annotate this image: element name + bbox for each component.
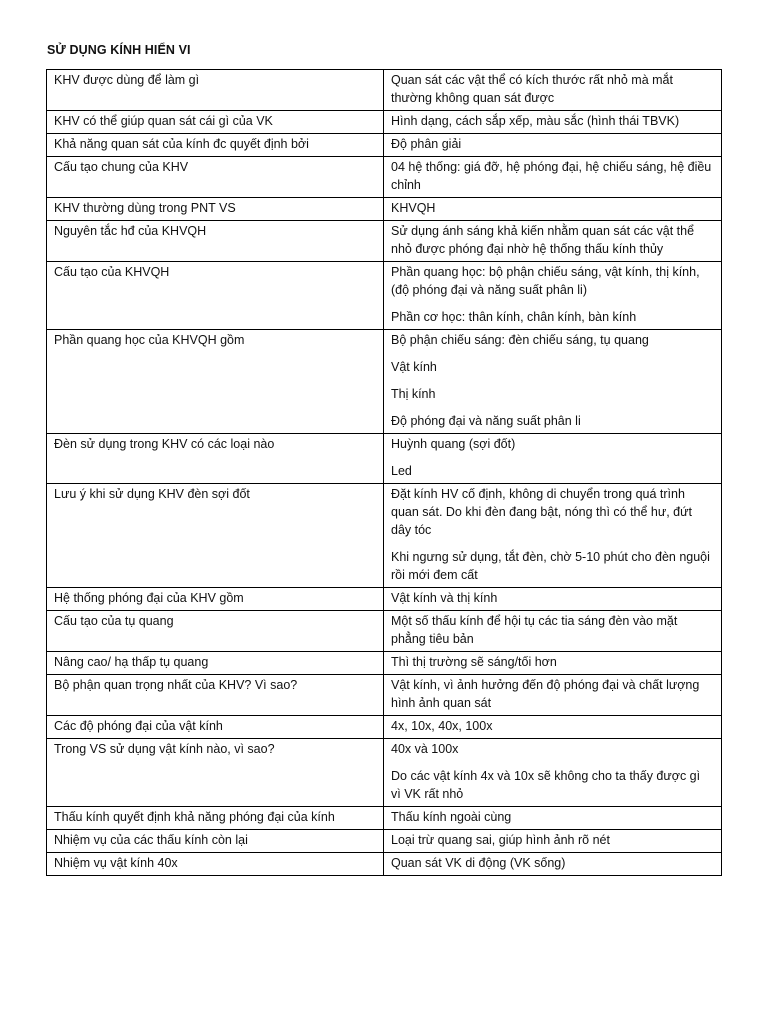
question-cell: Cấu tạo của KHVQH bbox=[47, 262, 384, 330]
table-row bbox=[47, 157, 722, 198]
answer-cell bbox=[384, 739, 722, 807]
question-cell: Trong VS sử dụng vật kính nào, vì sao? bbox=[47, 739, 384, 807]
answer-paragraph: Quan sát VK di động (VK sống) bbox=[391, 856, 566, 870]
answer-paragraph: Do các vật kính 4x và 10x sẽ không cho ta thấy được gì vì VK rất nhỏ bbox=[391, 769, 701, 801]
answer-cell bbox=[384, 484, 722, 588]
table-row bbox=[47, 739, 722, 807]
question-cell: Lưu ý khi sử dụng KHV đèn sợi đốt bbox=[47, 484, 384, 588]
answer-paragraph: Phần cơ học: thân kính, chân kính, bàn kính bbox=[391, 310, 637, 324]
table-row bbox=[47, 716, 722, 739]
answer-paragraph: Độ phân giải bbox=[391, 137, 462, 151]
document-title: SỬ DỤNG KÍNH HIỂN VI bbox=[47, 43, 191, 57]
question-cell: KHV thường dùng trong PNT VS bbox=[47, 198, 384, 221]
answer-cell bbox=[384, 588, 722, 611]
table-row bbox=[47, 611, 722, 652]
table-row bbox=[47, 484, 722, 588]
question-cell: Nguyên tắc hđ của KHVQH bbox=[47, 221, 384, 262]
question-cell: Hệ thống phóng đại của KHV gồm bbox=[47, 588, 384, 611]
answer-cell bbox=[384, 198, 722, 221]
table-row bbox=[47, 807, 722, 830]
answer-cell bbox=[384, 611, 722, 652]
answer-paragraph: Khi ngưng sử dụng, tắt đèn, chờ 5-10 phút cho đèn nguội rồi mới đem cất bbox=[391, 550, 710, 582]
table-row bbox=[47, 330, 722, 434]
answer-paragraph: Thì thị trường sẽ sáng/tối hơn bbox=[391, 655, 557, 669]
answer-cell bbox=[384, 134, 722, 157]
answer-paragraph: KHVQH bbox=[391, 201, 436, 215]
table-row bbox=[47, 588, 722, 611]
table-row bbox=[47, 198, 722, 221]
question-cell: Cấu tạo chung của KHV bbox=[47, 157, 384, 198]
answer-cell bbox=[384, 111, 722, 134]
question-cell: Cấu tạo của tụ quang bbox=[47, 611, 384, 652]
table-row bbox=[47, 853, 722, 876]
question-cell: Phần quang học của KHVQH gồm bbox=[47, 330, 384, 434]
answer-paragraph: 4x, 10x, 40x, 100x bbox=[391, 719, 493, 733]
question-cell: Thấu kính quyết định khả năng phóng đại của kính bbox=[47, 807, 384, 830]
answer-cell bbox=[384, 716, 722, 739]
answer-paragraph: Sử dụng ánh sáng khả kiến nhằm quan sát các vật thể nhỏ được phóng đại nhờ hệ thống thấu kính thủy bbox=[391, 224, 695, 256]
answer-paragraph: 40x và 100x bbox=[391, 742, 459, 756]
table-row bbox=[47, 262, 722, 330]
answer-cell bbox=[384, 221, 722, 262]
table-row bbox=[47, 675, 722, 716]
qa-table-body bbox=[47, 70, 722, 876]
answer-cell bbox=[384, 675, 722, 716]
answer-cell bbox=[384, 262, 722, 330]
answer-paragraph: Huỳnh quang (sợi đốt) bbox=[391, 437, 516, 451]
table-row bbox=[47, 134, 722, 157]
answer-paragraph: Led bbox=[391, 464, 412, 478]
answer-cell bbox=[384, 434, 722, 484]
question-cell: Nhiệm vụ của các thấu kính còn lại bbox=[47, 830, 384, 853]
table-row bbox=[47, 221, 722, 262]
table-row bbox=[47, 111, 722, 134]
answer-paragraph: Hình dạng, cách sắp xếp, màu sắc (hình thái TBVK) bbox=[391, 114, 680, 128]
answer-paragraph: Quan sát các vật thể có kích thước rất nhỏ mà mắt thường không quan sát được bbox=[391, 73, 673, 105]
answer-cell bbox=[384, 157, 722, 198]
question-cell: Các độ phóng đại của vật kính bbox=[47, 716, 384, 739]
answer-paragraph: Thị kính bbox=[391, 387, 436, 401]
question-cell: Nâng cao/ hạ thấp tụ quang bbox=[47, 652, 384, 675]
answer-cell bbox=[384, 70, 722, 111]
question-cell: Khả năng quan sát của kính đc quyết định bởi bbox=[47, 134, 384, 157]
answer-paragraph: Loại trừ quang sai, giúp hình ảnh rõ nét bbox=[391, 833, 610, 847]
table-row bbox=[47, 830, 722, 853]
question-cell: Bộ phận quan trọng nhất của KHV? Vì sao? bbox=[47, 675, 384, 716]
answer-paragraph: 04 hệ thống: giá đỡ, hệ phóng đại, hệ chiếu sáng, hệ điều chỉnh bbox=[391, 160, 712, 192]
question-cell: Nhiệm vụ vật kính 40x bbox=[47, 853, 384, 876]
answer-cell bbox=[384, 652, 722, 675]
answer-paragraph: Đặt kính HV cố định, không di chuyển trong quá trình quan sát. Do khi đèn đang bật, nóng thì có thể hư, đứt dây tóc bbox=[391, 487, 692, 537]
question-cell: Đèn sử dụng trong KHV có các loại nào bbox=[47, 434, 384, 484]
question-cell: KHV có thể giúp quan sát cái gì của VK bbox=[47, 111, 384, 134]
table-row bbox=[47, 434, 722, 484]
answer-paragraph: Vật kính, vì ảnh hưởng đến độ phóng đại và chất lượng hình ảnh quan sát bbox=[391, 678, 700, 710]
qa-table bbox=[46, 69, 722, 876]
answer-cell bbox=[384, 853, 722, 876]
table-row bbox=[47, 70, 722, 111]
answer-paragraph: Vật kính và thị kính bbox=[391, 591, 498, 605]
question-cell: KHV được dùng để làm gì bbox=[47, 70, 384, 111]
table-row bbox=[47, 652, 722, 675]
answer-paragraph: Thấu kính ngoài cùng bbox=[391, 810, 512, 824]
answer-cell bbox=[384, 330, 722, 434]
answer-paragraph: Phần quang học: bộ phận chiếu sáng, vật kính, thị kính, (độ phóng đại và năng suất phân li) bbox=[391, 265, 700, 297]
answer-cell bbox=[384, 830, 722, 853]
answer-paragraph: Bộ phận chiếu sáng: đèn chiếu sáng, tụ quang bbox=[391, 333, 649, 347]
answer-cell bbox=[384, 807, 722, 830]
answer-paragraph: Một số thấu kính để hội tụ các tia sáng đèn vào mặt phẳng tiêu bản bbox=[391, 614, 678, 646]
answer-paragraph: Độ phóng đại và năng suất phân li bbox=[391, 414, 581, 428]
answer-paragraph: Vật kính bbox=[391, 360, 437, 374]
